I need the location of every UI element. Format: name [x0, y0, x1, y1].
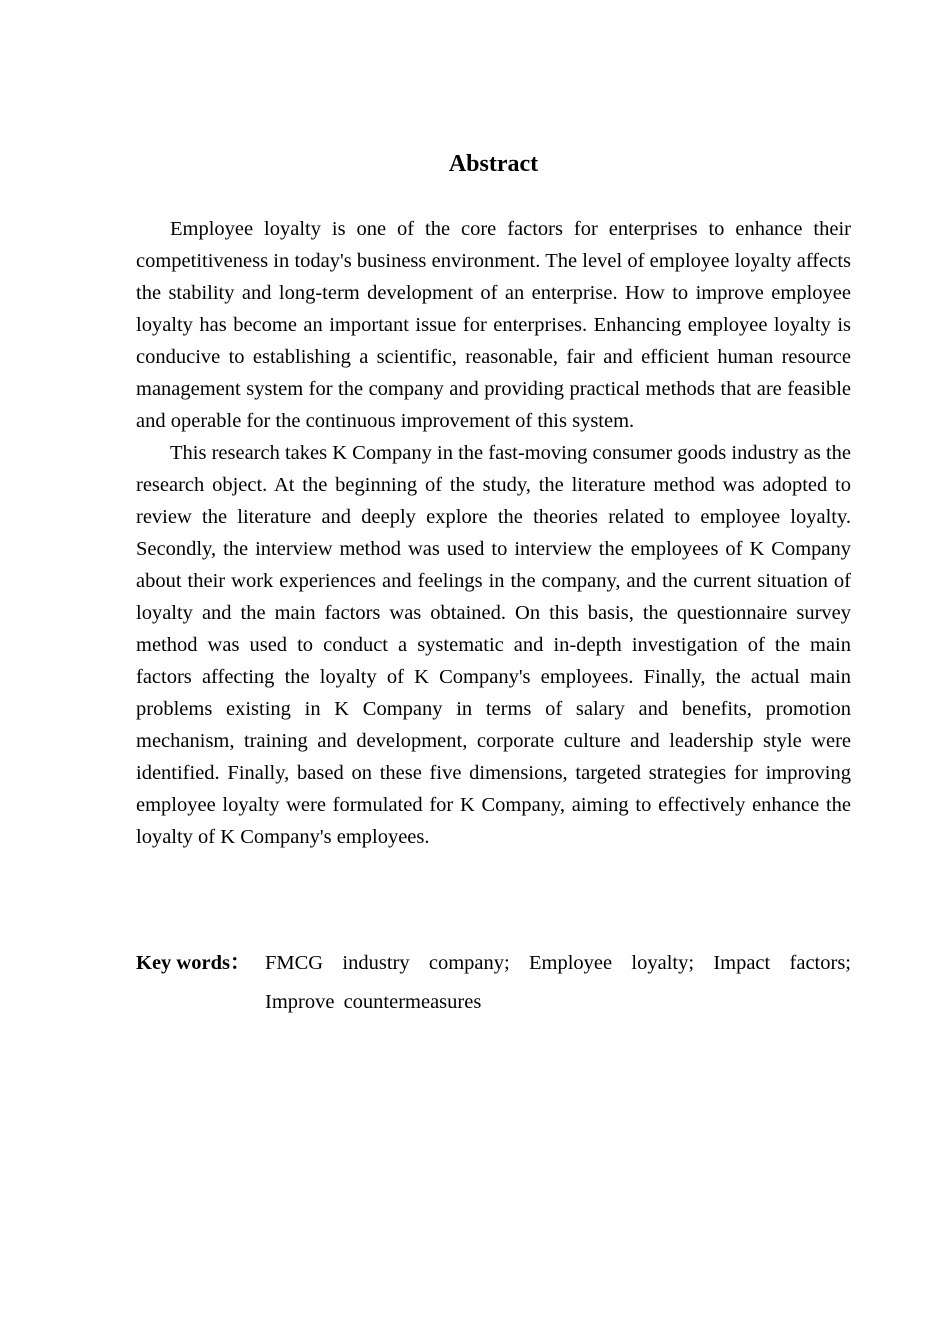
- abstract-paragraph-2: This research takes K Company in the fast-moving consumer goods industry as the research object. At the beginning of the study, the literature method was adopted to review the literature and deeply explore the theories related to employee loyalty. Secondly, the interview method was used to interview the employees of K Company about their work experiences and feelings in the company, and the current situation of loyalty and the main factors was obtained. On this basis, the questionnaire survey method was used to conduct a systematic and in-depth investigation of the main factors affecting the loyalty of K Company's employees. Finally, the actual main problems existing in K Company in terms of salary and benefits, promotion mechanism, training and development, corporate culture and leadership style were identified. Finally, based on these five dimensions, targeted strategies for improving employee loyalty were formulated for K Company, aiming to effectively enhance the loyalty of K Company's employees.: [136, 442, 851, 848]
- abstract-body: [136, 213, 851, 853]
- keywords-values: FMCG industry company; Employee loyalty; Impact factors; Improve countermeasures: [265, 952, 851, 1013]
- abstract-paragraph-1: Employee loyalty is one of the core factors for enterprises to enhance their competitiveness in today's business environment. The level of employee loyalty affects the stability and long-term development of an enterprise. How to improve employee loyalty has become an important issue for enterprises. Enhancing employee loyalty is conducive to establishing a scientific, reasonable, fair and efficient human resource management system for the company and providing practical methods that are feasible and operable for the continuous improvement of this system.: [136, 218, 851, 432]
- keywords-section: [136, 944, 851, 1022]
- abstract-title: Abstract: [448, 151, 539, 177]
- keywords-label: Key words：: [136, 952, 251, 974]
